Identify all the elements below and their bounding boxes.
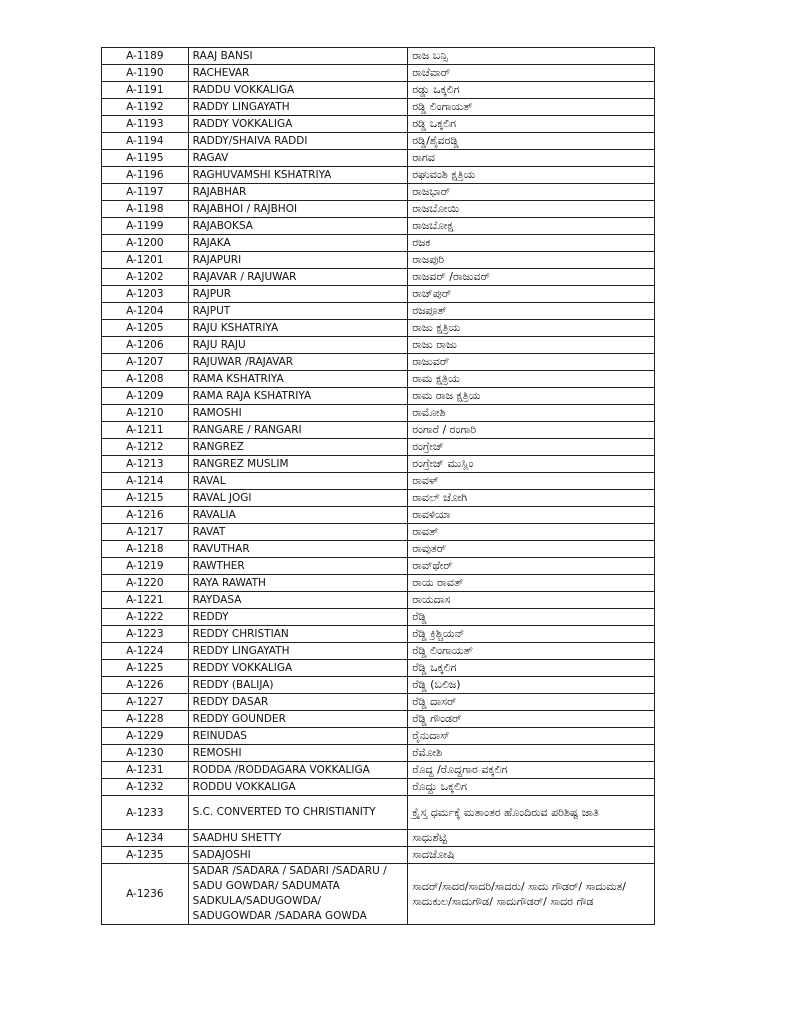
- kannada-name-cell: ಸಾಧುಶೆಟ್ಟಿ: [408, 830, 655, 847]
- kannada-name-cell: ರಾಜು ರಾಜು: [408, 337, 655, 354]
- kannada-name-cell: ರಾಯ ರಾವತ್: [408, 575, 655, 592]
- english-name-cell: SADAR /SADARA / SADARI /SADARU / SADU GOWDAR/ SADUMATA SADKULA/SADUGOWDA/ SADUGOWDAR /SADARA GOWDA: [188, 864, 408, 925]
- english-name-cell: RAJUWAR /RAJAVAR: [188, 354, 408, 371]
- table-body-tail: [102, 796, 655, 925]
- kannada-name-cell: ರೊದ್ದು ಒಕ್ಕಲಿಗ: [408, 779, 655, 796]
- table-row: [102, 354, 655, 371]
- table-row: [102, 643, 655, 660]
- code-cell: A-1236: [102, 864, 189, 925]
- table-row: [102, 762, 655, 779]
- english-name-cell: RAVAL JOGI: [188, 490, 408, 507]
- code-cell: A-1204: [102, 303, 189, 320]
- english-name-cell: RAJPUT: [188, 303, 408, 320]
- kannada-name-cell: ರಾಚೆವಾರ್: [408, 65, 655, 82]
- code-cell: A-1231: [102, 762, 189, 779]
- code-cell: A-1227: [102, 694, 189, 711]
- table-row: [102, 184, 655, 201]
- english-name-cell: RANGARE / RANGARI: [188, 422, 408, 439]
- code-cell: A-1208: [102, 371, 189, 388]
- code-cell: A-1195: [102, 150, 189, 167]
- english-name-cell: RAVAL: [188, 473, 408, 490]
- english-name-cell: RAJPUR: [188, 286, 408, 303]
- table-row: [102, 541, 655, 558]
- english-name-cell: RAVUTHAR: [188, 541, 408, 558]
- code-cell: A-1215: [102, 490, 189, 507]
- kannada-name-cell: ರಾಯದಾಸ: [408, 592, 655, 609]
- table-row: [102, 99, 655, 116]
- kannada-name-cell: ಸಾದಜೋಷಿ: [408, 847, 655, 864]
- kannada-name-cell: ರಾವತ್: [408, 524, 655, 541]
- english-name-cell: RAJU RAJU: [188, 337, 408, 354]
- code-cell: A-1198: [102, 201, 189, 218]
- code-cell: A-1199: [102, 218, 189, 235]
- code-cell: A-1222: [102, 609, 189, 626]
- table-row: [102, 558, 655, 575]
- code-cell: A-1194: [102, 133, 189, 150]
- code-cell: A-1226: [102, 677, 189, 694]
- english-name-cell: REMOSHI: [188, 745, 408, 762]
- table-row: [102, 422, 655, 439]
- kannada-name-cell: ರಂಗಾರೆ / ರಂಗಾರಿ: [408, 422, 655, 439]
- english-name-cell: RAGAV: [188, 150, 408, 167]
- table-row: [102, 745, 655, 762]
- table-row: [102, 371, 655, 388]
- kannada-name-cell: ರಘುವಂಶಿ ಕ್ಷತ್ರಿಯ: [408, 167, 655, 184]
- english-name-cell: RAJABHOI / RAJBHOI: [188, 201, 408, 218]
- code-cell: A-1189: [102, 48, 189, 65]
- code-cell: A-1201: [102, 252, 189, 269]
- code-cell: A-1210: [102, 405, 189, 422]
- code-cell: A-1192: [102, 99, 189, 116]
- english-name-cell: RAJABHAR: [188, 184, 408, 201]
- english-name-cell: RADDU VOKKALIGA: [188, 82, 408, 99]
- english-name-cell: RADDY/SHAIVA RADDI: [188, 133, 408, 150]
- kannada-name-cell: ಕ್ರೈಸ್ತ ಧರ್ಮಕ್ಕೆ ಮತಾಂತರ ಹೊಂದಿರುವ ಪರಿಶಿಷ್ಟ ಜಾತಿ: [408, 796, 655, 830]
- code-cell: A-1202: [102, 269, 189, 286]
- code-cell: A-1206: [102, 337, 189, 354]
- kannada-name-cell: ರಂಗ್ರೇಜ್ ಮುಸ್ಲಿಂ: [408, 456, 655, 473]
- english-name-cell: REDDY VOKKALIGA: [188, 660, 408, 677]
- kannada-name-cell: ಸಾದರ್/ಸಾದರ/ಸಾದರಿ/ಸಾದರು/ ಸಾದು ಗೌಡರ್/ ಸಾದುಮತ/ಸಾದುಕುಲ/ಸಾದುಗೌಡ/ ಸಾದುಗೌಡರ್/ ಸಾದರ ಗೌಡ: [408, 864, 655, 925]
- table-row: [102, 320, 655, 337]
- table-row: [102, 133, 655, 150]
- kannada-name-cell: ರಂಗ್ರೇಜ್: [408, 439, 655, 456]
- kannada-name-cell: ರಾಗವ: [408, 150, 655, 167]
- kannada-name-cell: ರಾಜ ಬನ್ಸಿ: [408, 48, 655, 65]
- english-name-cell: RAYDASA: [188, 592, 408, 609]
- english-name-cell: REDDY GOUNDER: [188, 711, 408, 728]
- table-row: [102, 167, 655, 184]
- code-cell: A-1197: [102, 184, 189, 201]
- table-row: [102, 830, 655, 847]
- english-name-cell: S.C. CONVERTED TO CHRISTIANITY: [188, 796, 408, 830]
- table-row: [102, 524, 655, 541]
- english-name-cell: RAWTHER: [188, 558, 408, 575]
- code-cell: A-1205: [102, 320, 189, 337]
- code-cell: A-1221: [102, 592, 189, 609]
- table-row: [102, 728, 655, 745]
- english-name-cell: RAJU KSHATRIYA: [188, 320, 408, 337]
- english-name-cell: REDDY DASAR: [188, 694, 408, 711]
- english-name-cell: REDDY CHRISTIAN: [188, 626, 408, 643]
- kannada-name-cell: ರಾಮೋಶಿ: [408, 405, 655, 422]
- code-cell: A-1207: [102, 354, 189, 371]
- table-row: [102, 337, 655, 354]
- kannada-name-cell: ರೆಡ್ಡಿ ಒಕ್ಕಲಿಗ: [408, 660, 655, 677]
- table-row: [102, 269, 655, 286]
- code-cell: A-1228: [102, 711, 189, 728]
- kannada-name-cell: ರಾಜಭಾರ್: [408, 184, 655, 201]
- code-cell: A-1233: [102, 796, 189, 830]
- code-cell: A-1200: [102, 235, 189, 252]
- english-name-cell: RADDY VOKKALIGA: [188, 116, 408, 133]
- code-cell: A-1219: [102, 558, 189, 575]
- kannada-name-cell: ರೊದ್ದ /ರೊದ್ದಗಾರ ವಕ್ಕಲಿಗ: [408, 762, 655, 779]
- kannada-name-cell: ರಜಕ: [408, 235, 655, 252]
- english-name-cell: REDDY LINGAYATH: [188, 643, 408, 660]
- english-name-cell: SAADHU SHETTY: [188, 830, 408, 847]
- code-cell: A-1223: [102, 626, 189, 643]
- english-name-cell: RAMA KSHATRIYA: [188, 371, 408, 388]
- table-row: [102, 439, 655, 456]
- kannada-name-cell: ರಾವಳ್: [408, 473, 655, 490]
- table-body: [102, 48, 655, 796]
- table-row: [102, 201, 655, 218]
- code-cell: A-1220: [102, 575, 189, 592]
- english-name-cell: RAJABOKSA: [188, 218, 408, 235]
- kannada-name-cell: ರಡ್ಡು ಒಕ್ಕಲಿಗ: [408, 82, 655, 99]
- table-row: [102, 456, 655, 473]
- table-row: [102, 150, 655, 167]
- table-row: [102, 677, 655, 694]
- code-cell: A-1190: [102, 65, 189, 82]
- code-cell: A-1216: [102, 507, 189, 524]
- kannada-name-cell: ರಡ್ಡಿ/ಶೈವರಡ್ಡಿ: [408, 133, 655, 150]
- english-name-cell: RAVAT: [188, 524, 408, 541]
- code-cell: A-1196: [102, 167, 189, 184]
- table-row: [102, 116, 655, 133]
- table-row: [102, 626, 655, 643]
- kannada-name-cell: ರಾಮ ರಾಜ ಕ್ಷತ್ರಿಯ: [408, 388, 655, 405]
- table-row: [102, 65, 655, 82]
- kannada-name-cell: ರಾಜವರ್ /ರಾಜುವರ್: [408, 269, 655, 286]
- kannada-name-cell: ರೆಡ್ಡಿ ಗೌಂಡರ್: [408, 711, 655, 728]
- kannada-name-cell: ರಾವಲ್ ಜೋಗಿ: [408, 490, 655, 507]
- english-name-cell: RAMA RAJA KSHATRIYA: [188, 388, 408, 405]
- kannada-name-cell: ರಡ್ಡಿ ಲಿಂಗಾಯತ್: [408, 99, 655, 116]
- english-name-cell: RAAJ BANSI: [188, 48, 408, 65]
- table-row: [102, 779, 655, 796]
- table-row: [102, 575, 655, 592]
- kannada-name-cell: ರಾಜಬೋಕ್ಷ: [408, 218, 655, 235]
- table-row: [102, 303, 655, 320]
- kannada-name-cell: ರಡ್ಡಿ ಒಕ್ಕಲಿಗ: [408, 116, 655, 133]
- english-name-cell: REDDY: [188, 609, 408, 626]
- kannada-name-cell: ರಾಜುವರ್: [408, 354, 655, 371]
- kannada-name-cell: ರೆಡ್ಡಿ: [408, 609, 655, 626]
- english-name-cell: RAYA RAWATH: [188, 575, 408, 592]
- code-cell: A-1217: [102, 524, 189, 541]
- code-cell: A-1203: [102, 286, 189, 303]
- table-row: [102, 592, 655, 609]
- code-cell: A-1225: [102, 660, 189, 677]
- code-cell: A-1191: [102, 82, 189, 99]
- english-name-cell: RODDA /RODDAGARA VOKKALIGA: [188, 762, 408, 779]
- english-name-cell: REDDY (BALIJA): [188, 677, 408, 694]
- table-row: [102, 490, 655, 507]
- kannada-name-cell: ರಾಜಬೋಯಿ: [408, 201, 655, 218]
- table-row: [102, 507, 655, 524]
- kannada-name-cell: ರಾಜಪುರಿ: [408, 252, 655, 269]
- table-row: [102, 48, 655, 65]
- code-cell: A-1212: [102, 439, 189, 456]
- code-cell: A-1234: [102, 830, 189, 847]
- code-cell: A-1214: [102, 473, 189, 490]
- table-row: [102, 796, 655, 830]
- code-cell: A-1211: [102, 422, 189, 439]
- kannada-name-cell: ರೆಡ್ಡಿ ದಾಸರ್: [408, 694, 655, 711]
- table-row: [102, 847, 655, 864]
- table-row: [102, 218, 655, 235]
- kannada-name-cell: ರಜಪೂತ್: [408, 303, 655, 320]
- kannada-name-cell: ರಾವ್‌ಥೇರ್: [408, 558, 655, 575]
- kannada-name-cell: ರೆಮೋಶಿ: [408, 745, 655, 762]
- english-name-cell: RANGREZ: [188, 439, 408, 456]
- english-name-cell: REINUDAS: [188, 728, 408, 745]
- table-row: [102, 252, 655, 269]
- english-name-cell: RODDU VOKKALIGA: [188, 779, 408, 796]
- caste-list-table: [101, 47, 655, 925]
- table-row: [102, 694, 655, 711]
- table-row: [102, 235, 655, 252]
- kannada-name-cell: ರೆಡ್ಡಿ ಕ್ರಿಶ್ಚಿಯನ್: [408, 626, 655, 643]
- code-cell: A-1235: [102, 847, 189, 864]
- kannada-name-cell: ರಾವಳಿಯಾ: [408, 507, 655, 524]
- code-cell: A-1209: [102, 388, 189, 405]
- english-name-cell: RAJAVAR / RAJUWAR: [188, 269, 408, 286]
- code-cell: A-1232: [102, 779, 189, 796]
- code-cell: A-1218: [102, 541, 189, 558]
- code-cell: A-1213: [102, 456, 189, 473]
- table-row: [102, 711, 655, 728]
- english-name-cell: RADDY LINGAYATH: [188, 99, 408, 116]
- code-cell: A-1229: [102, 728, 189, 745]
- english-name-cell: RAGHUVAMSHI KSHATRIYA: [188, 167, 408, 184]
- english-name-cell: RACHEVAR: [188, 65, 408, 82]
- kannada-name-cell: ರೆಡ್ಡಿ (ಬಲಿಜ): [408, 677, 655, 694]
- table-row: [102, 864, 655, 925]
- kannada-name-cell: ರಾವುತರ್: [408, 541, 655, 558]
- english-name-cell: RAJAPURI: [188, 252, 408, 269]
- table-row: [102, 473, 655, 490]
- table-row: [102, 82, 655, 99]
- kannada-name-cell: ರೈನುದಾಸ್: [408, 728, 655, 745]
- english-name-cell: SADAJOSHI: [188, 847, 408, 864]
- table-row: [102, 388, 655, 405]
- english-name-cell: RANGREZ MUSLIM: [188, 456, 408, 473]
- table-row: [102, 286, 655, 303]
- english-name-cell: RAMOSHI: [188, 405, 408, 422]
- table-row: [102, 609, 655, 626]
- kannada-name-cell: ರಾಮ ಕ್ಷತ್ರಿಯ: [408, 371, 655, 388]
- code-cell: A-1230: [102, 745, 189, 762]
- table-row: [102, 405, 655, 422]
- kannada-name-cell: ರೆಡ್ಡಿ ಲಿಂಗಾಯತ್: [408, 643, 655, 660]
- english-name-cell: RAJAKA: [188, 235, 408, 252]
- code-cell: A-1224: [102, 643, 189, 660]
- english-name-cell: RAVALIA: [188, 507, 408, 524]
- kannada-name-cell: ರಾಜು ಕ್ಷತ್ರಿಯ: [408, 320, 655, 337]
- kannada-name-cell: ರಾಜ್‌ಪುರ್: [408, 286, 655, 303]
- code-cell: A-1193: [102, 116, 189, 133]
- table-row: [102, 660, 655, 677]
